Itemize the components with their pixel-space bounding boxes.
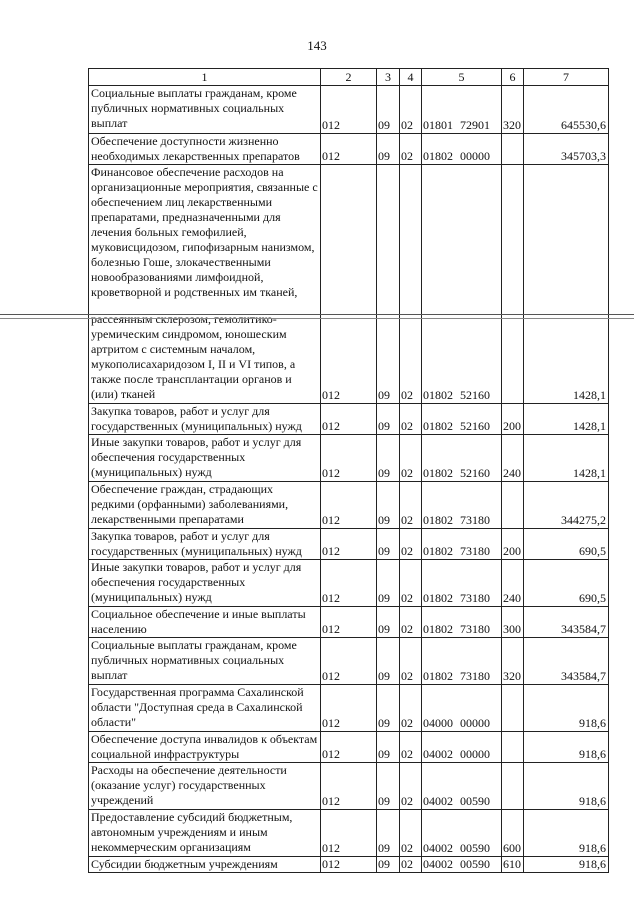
column-header: 3	[377, 69, 400, 86]
ministry-code: 012	[321, 134, 377, 165]
expense-type-code	[502, 732, 524, 763]
ministry-code: 012	[321, 638, 377, 685]
column-header: 6	[502, 69, 524, 86]
section-code	[377, 165, 400, 312]
expense-type-code	[502, 134, 524, 165]
subsection-code: 02	[400, 810, 422, 857]
target-article-code: 01802 73180	[422, 529, 502, 560]
amount: 918,6	[524, 857, 609, 873]
table-row	[89, 560, 609, 607]
expense-type-code: 200	[502, 404, 524, 435]
section-code: 09	[377, 607, 400, 638]
section-code: 09	[377, 312, 400, 404]
amount: 918,6	[524, 810, 609, 857]
ministry-code: 012	[321, 529, 377, 560]
target-article-code: 04002 00590	[422, 810, 502, 857]
row-name: Закупка товаров, работ и услуг для государственных (муниципальных) нужд	[89, 404, 321, 435]
target-article-code: 04000 00000	[422, 685, 502, 732]
target-article-code: 01801 72901	[422, 86, 502, 134]
page-number: 143	[307, 38, 327, 53]
row-name: Обеспечение доступности жизненно необходимых лекарственных препаратов	[89, 134, 321, 165]
amount	[524, 165, 609, 312]
amount: 345703,3	[524, 134, 609, 165]
section-code: 09	[377, 435, 400, 482]
row-name: Предоставление субсидий бюджетным, автономным учреждениям и иным некоммерческим организациям	[89, 810, 321, 857]
row-name: Социальные выплаты гражданам, кроме публичных нормативных социальных выплат	[89, 86, 321, 134]
row-name: Расходы на обеспечение деятельности (оказание услуг) государственных учреждений	[89, 763, 321, 810]
target-article-code: 01802 52160	[422, 404, 502, 435]
row-name: Финансовое обеспечение расходов на организационные мероприятия, связанные с обеспечением лиц лекарственными препаратами, предназначенными для лечения больных гемофилией, муковисцидозом, гипофизарным нанизмом, болезнью Гоше, злокачественными новообразованиями лимфоидной, кроветворной и родственных им тканей,	[89, 165, 321, 312]
row-name: Иные закупки товаров, работ и услуг для обеспечения государственных (муниципальных) нужд	[89, 560, 321, 607]
subsection-code: 02	[400, 763, 422, 810]
table-row	[89, 165, 609, 312]
expense-type-code: 200	[502, 529, 524, 560]
expense-type-code	[502, 763, 524, 810]
target-article-code	[422, 165, 502, 312]
subsection-code: 02	[400, 560, 422, 607]
table-row	[89, 638, 609, 685]
ministry-code: 012	[321, 86, 377, 134]
row-name: Государственная программа Сахалинской области "Доступная среда в Сахалинской области"	[89, 685, 321, 732]
amount: 343584,7	[524, 638, 609, 685]
target-article-code: 01802 52160	[422, 312, 502, 404]
column-header: 5	[422, 69, 502, 86]
amount: 918,6	[524, 685, 609, 732]
row-name: Субсидии бюджетным учреждениям	[89, 857, 321, 873]
section-code: 09	[377, 482, 400, 529]
expense-type-code: 240	[502, 435, 524, 482]
row-name: Социальные выплаты гражданам, кроме публичных нормативных социальных выплат	[89, 638, 321, 685]
table-row	[89, 529, 609, 560]
section-code: 09	[377, 810, 400, 857]
expense-type-code: 300	[502, 607, 524, 638]
amount: 918,6	[524, 732, 609, 763]
section-code: 09	[377, 732, 400, 763]
expense-type-code	[502, 482, 524, 529]
subsection-code: 02	[400, 638, 422, 685]
subsection-code: 02	[400, 435, 422, 482]
page-divider-line	[0, 314, 634, 315]
budget-table	[88, 68, 609, 873]
subsection-code: 02	[400, 732, 422, 763]
amount: 645530,6	[524, 86, 609, 134]
target-article-code: 01802 73180	[422, 560, 502, 607]
row-name: Обеспечение граждан, страдающих редкими (орфанными) заболеваниями, лекарственными препаратами	[89, 482, 321, 529]
table-row	[89, 810, 609, 857]
amount: 343584,7	[524, 607, 609, 638]
ministry-code: 012	[321, 312, 377, 404]
table-row	[89, 685, 609, 732]
subsection-code	[400, 165, 422, 312]
subsection-code: 02	[400, 529, 422, 560]
section-code: 09	[377, 685, 400, 732]
target-article-code: 04002 00590	[422, 857, 502, 873]
subsection-code: 02	[400, 685, 422, 732]
amount: 344275,2	[524, 482, 609, 529]
column-header: 7	[524, 69, 609, 86]
ministry-code: 012	[321, 763, 377, 810]
subsection-code: 02	[400, 857, 422, 873]
ministry-code: 012	[321, 435, 377, 482]
target-article-code: 01802 73180	[422, 638, 502, 685]
subsection-code: 02	[400, 134, 422, 165]
row-name: Обеспечение доступа инвалидов к объектам социальной инфраструктуры	[89, 732, 321, 763]
expense-type-code: 610	[502, 857, 524, 873]
ministry-code: 012	[321, 482, 377, 529]
amount: 918,6	[524, 763, 609, 810]
ministry-code: 012	[321, 857, 377, 873]
expense-type-code	[502, 165, 524, 312]
target-article-code: 01802 73180	[422, 607, 502, 638]
ministry-code: 012	[321, 560, 377, 607]
amount: 1428,1	[524, 312, 609, 404]
table-row	[89, 482, 609, 529]
page-divider-line	[0, 318, 634, 319]
table-row	[89, 86, 609, 134]
section-code: 09	[377, 560, 400, 607]
target-article-code: 04002 00590	[422, 763, 502, 810]
amount: 1428,1	[524, 404, 609, 435]
ministry-code: 012	[321, 685, 377, 732]
section-code: 09	[377, 86, 400, 134]
table-row	[89, 404, 609, 435]
column-header: 4	[400, 69, 422, 86]
column-header: 2	[321, 69, 377, 86]
subsection-code: 02	[400, 482, 422, 529]
amount: 1428,1	[524, 435, 609, 482]
table-row	[89, 763, 609, 810]
ministry-code	[321, 165, 377, 312]
column-header: 1	[89, 69, 321, 86]
section-code: 09	[377, 529, 400, 560]
ministry-code: 012	[321, 404, 377, 435]
table-row	[89, 732, 609, 763]
ministry-code: 012	[321, 607, 377, 638]
ministry-code: 012	[321, 810, 377, 857]
subsection-code: 02	[400, 404, 422, 435]
target-article-code: 01802 73180	[422, 482, 502, 529]
expense-type-code: 600	[502, 810, 524, 857]
expense-type-code: 320	[502, 638, 524, 685]
target-article-code: 04002 00000	[422, 732, 502, 763]
target-article-code: 01802 00000	[422, 134, 502, 165]
table-row	[89, 312, 609, 404]
section-code: 09	[377, 134, 400, 165]
expense-type-code: 320	[502, 86, 524, 134]
expense-type-code: 240	[502, 560, 524, 607]
target-article-code: 01802 52160	[422, 435, 502, 482]
table-row	[89, 435, 609, 482]
amount: 690,5	[524, 560, 609, 607]
ministry-code: 012	[321, 732, 377, 763]
subsection-code: 02	[400, 86, 422, 134]
table-header-row	[89, 69, 609, 86]
expense-type-code	[502, 312, 524, 404]
section-code: 09	[377, 857, 400, 873]
table-row	[89, 607, 609, 638]
row-name: Закупка товаров, работ и услуг для государственных (муниципальных) нужд	[89, 529, 321, 560]
row-name: Иные закупки товаров, работ и услуг для обеспечения государственных (муниципальных) нужд	[89, 435, 321, 482]
table-row	[89, 134, 609, 165]
expense-type-code	[502, 685, 524, 732]
subsection-code: 02	[400, 312, 422, 404]
row-name: Социальное обеспечение и иные выплаты населению	[89, 607, 321, 638]
subsection-code: 02	[400, 607, 422, 638]
section-code: 09	[377, 638, 400, 685]
section-code: 09	[377, 404, 400, 435]
table-row	[89, 857, 609, 873]
section-code: 09	[377, 763, 400, 810]
row-name: рассеянным склерозом, гемолитико-уремическим синдромом, юношеским артритом с системным началом, мукополисахаридозом I, II и VI типов, а также после трансплантации органов и (или) тканей	[89, 312, 321, 404]
amount: 690,5	[524, 529, 609, 560]
